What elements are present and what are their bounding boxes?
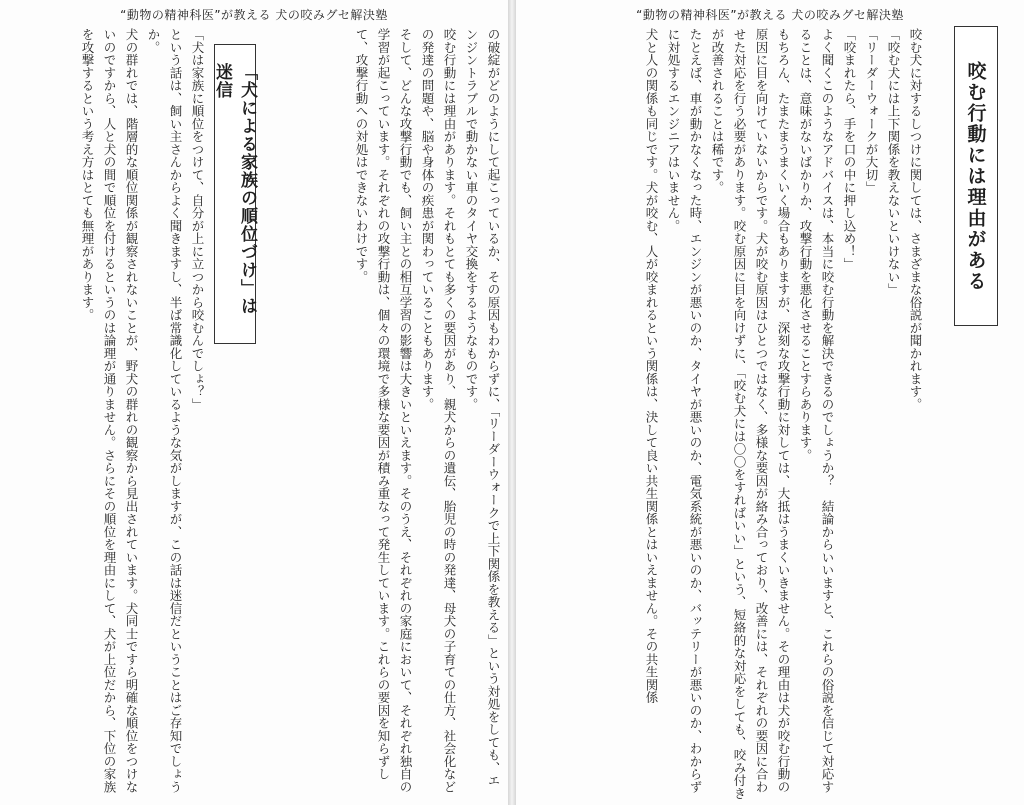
paragraph: 「リーダーウォークが大切」 <box>864 28 879 194</box>
section-heading-reasons: 咬む行動には理由がある <box>954 26 998 326</box>
running-head-left: “動物の精神科医”が教える 犬の咬みグセ解決塾 <box>120 8 388 22</box>
paragraph: そして、どんな攻撃行動でも、飼い主との相互学習の影響は大きいといえます。そのうえ、それぞれの家庭において、それぞれ独自の学習が起こっています。それぞれの攻撃行動は、個々の環境で多様な要因が積み重なって発生しています。これらの要因を知らずして、攻撃行動への対処はできないわけです。 <box>354 28 413 793</box>
paragraph: もちろん、たまたまうまくいく場合もありますが、深刻な攻撃行動に対しては、大抵はうまくいきません。その理由は犬が咬む行動の原因に目を向けていないからです。犬が咬む原因はひとつではなく、多様な要因が絡み合っており、改善には、それぞれの要因に合わせた対応を行う必要があります。咬む原因に目を向けずに、「咬む犬には〇〇をすればいい」という、短絡的な対応をしても、咬み付きが改善されることは稀です。 <box>710 28 791 800</box>
paragraph: たとえば、車が動かなくなった時、エンジンが悪いのか、タイヤが悪いのか、電気系統が悪いのか、バッテリーが悪いのか、わからずに対処するエンジニアはいません。 <box>666 28 703 793</box>
left-page-body-section <box>6 28 208 799</box>
paragraph: 「犬は家族に順位をつけて、自分が上に立つから咬むんでしょ？」 <box>190 28 205 411</box>
paragraph: 「咬まれたら、手を口の中に押し込め！」 <box>842 28 857 271</box>
book-gutter <box>508 0 516 805</box>
paragraph: 咬む行動には理由があります。それもとても多くの要因があり、親犬からの遺伝、胎児の時の発達、母犬の子育ての仕方、社会化などの発達の問題や、脳や身体の疾患が関わっていることもあります。 <box>420 28 457 793</box>
right-page-body <box>526 28 926 801</box>
paragraph: の破綻がどのようにして起こっているか、その原因もわからずに、「リーダーウォークで上下関係を教える」という対処をしても、エンジントラブルで動かない車のタイヤ交換をするようなものです。 <box>464 28 501 787</box>
paragraph: 犬と人の関係も同じです。犬が咬む、人が咬まれるという関係は、決して良い共生関係とはいえません。その共生関係 <box>644 28 659 704</box>
left-page <box>0 0 508 805</box>
paragraph: という話は、飼い主さんからよく聞きますし、半ば常識化しているような気がしますが、この話は迷信だということはご存知でしょうか。 <box>146 28 183 793</box>
paragraph: よく聞くこのようなアドバイスは、本当に咬む行動を解決できるのでしょうか？ 結論からいいますと、これらの俗説を信じて対応することは、意味がないばかりか、攻撃行動を悪化させることすらあります。 <box>798 28 835 793</box>
right-page <box>516 0 1024 805</box>
paragraph: 咬む犬に対するしつけに関しては、さまざまな俗説が聞かれます。 <box>908 28 923 411</box>
paragraph: 犬の群れでは、階層的な順位関係が観察されないことが、野犬の群れの観察から見出されています。犬同士ですら明確な順位をつけないのですから、人と犬の間で順位を付けるというのは論理が通りません。さらにその順位を理由にして、犬が上位だから、下位の家族を攻撃するという考え方はとても無理があります。 <box>80 28 139 793</box>
paragraph: 「咬む犬には上下関係を教えないといけない」 <box>886 28 901 296</box>
section-heading-hierarchy-myth: 「犬による家族の順位づけ」は迷信 <box>214 44 256 344</box>
running-head-right: “動物の精神科医”が教える 犬の咬みグセ解決塾 <box>636 8 904 22</box>
